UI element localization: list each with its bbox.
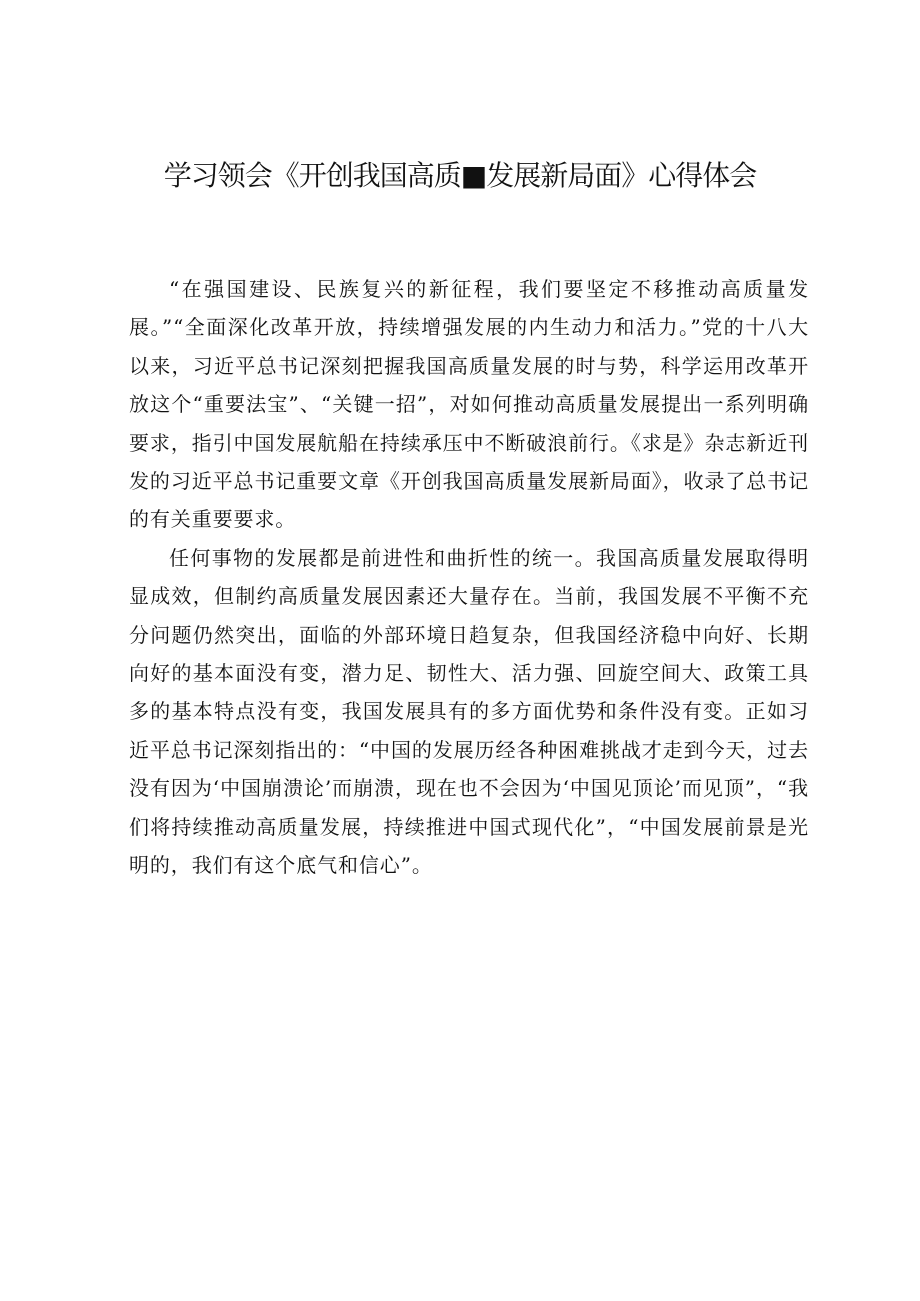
paragraph-1: “在强国建设、民族复兴的新征程，我们要坚定不移推动高质量发展。”“全面深化改革开放，持续增强发展的内生动力和活力。”党的十八大以来，习近平总书记深刻把握我国高质量发展的时与势，科学运用改革开放这个“重要法宝”、“关键一招”，对如何推动高质量发展提出一系列明确要求，指引中国发展航船在持续承压中不断破浪前行。《求是》杂志新近刊发的习近平总书记重要文章《开创我国高质量发展新局面》，收录了总书记的有关重要要求。 bbox=[129, 277, 809, 532]
document-title: 学习领会《开创我国高质■发展新局面》心得体会 bbox=[163, 159, 757, 192]
document-body bbox=[129, 270, 809, 885]
paragraph-2: 任何事物的发展都是前进性和曲折性的统一。我国高质量发展取得明显成效，但制约高质量发展因素还大量存在。当前，我国发展不平衡不充分问题仍然突出，面临的外部环境日趋复杂，但我国经济稳中向好、长期向好的基本面没有变，潜力足、韧性大、活力强、回旋空间大、政策工具多的基本特点没有变，我国发展具有的多方面优势和条件没有变。正如习近平总书记深刻指出的：“中国的发展历经各种困难挑战才走到今天，过去没有因为‘中国崩溃论’而崩溃，现在也不会因为‘中国见顶论’而见顶”，“我们将持续推动高质量发展，持续推进中国式现代化”，“中国发展前景是光明的，我们有这个底气和信心”。 bbox=[129, 545, 809, 878]
